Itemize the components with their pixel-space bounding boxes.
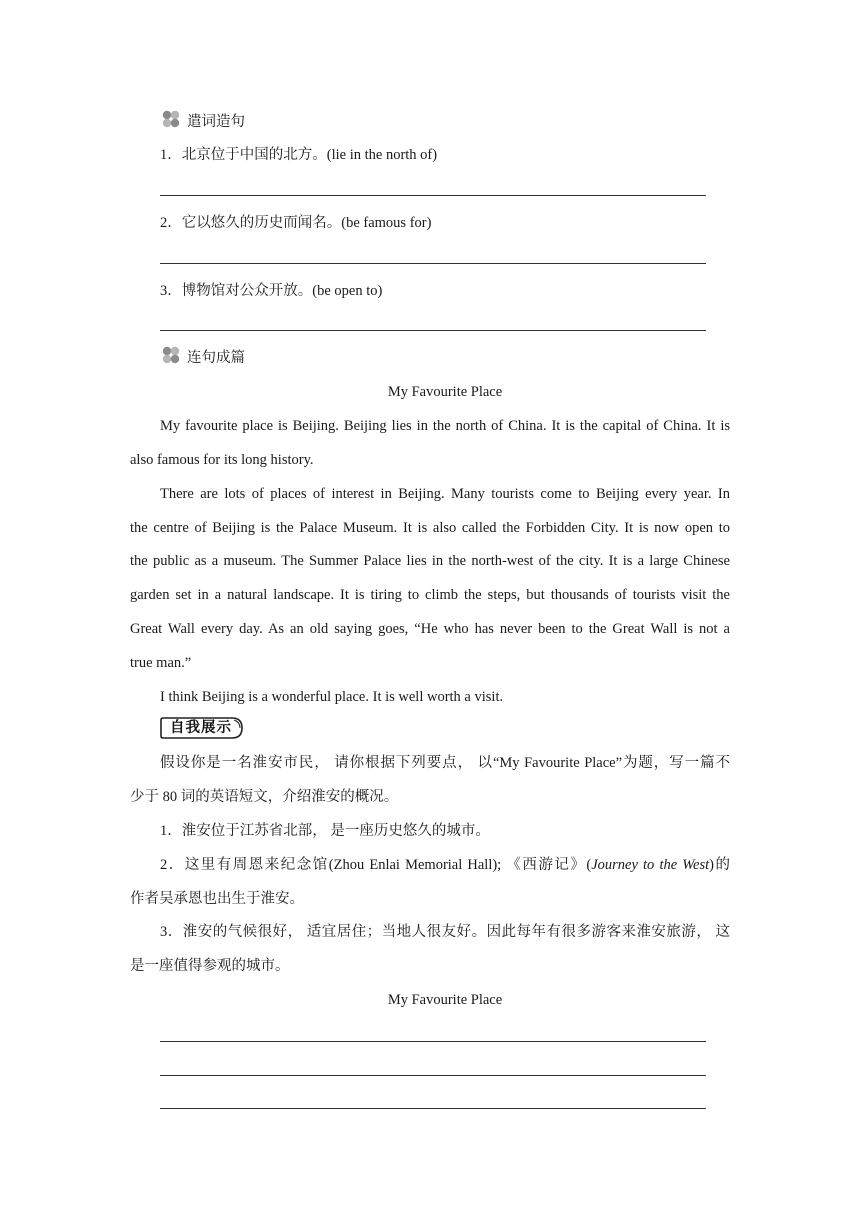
essay-para2-line6: true man.” [130,655,192,671]
essay-title: My Favourite Place [387,384,503,400]
writing-line-2[interactable] [160,1075,706,1076]
essay-para2-line3: the public as a museum. The Summer Palace lies in the north-west of the city. It is a large Chinese [130,553,730,569]
section-bullet-icon [161,110,181,128]
essay-para1-line2: also famous for its long history. [130,452,314,468]
section-title-sentence-making: 遣词造句 [187,114,245,130]
section-title-paragraph-building: 连句成篇 [187,350,245,366]
point-2-book-title: Journey to the West [591,857,710,873]
essay-para1-line1: My favourite place is Beijing. Beijing lies in the north of China. It is the capital of China. It is [160,418,730,434]
section-bullet-icon [161,346,181,364]
prompt-line2: 少于 80 词的英语短文，介绍淮安的概况。 [130,789,399,805]
prompt-line1: 假设你是一名淮安市民， 请你根据下列要点， 以“My Favourite Place”为题，写一篇不 [160,755,730,771]
exercise-item-3: 3．博物馆对公众开放。(be open to) [160,283,383,299]
essay-para2-line5: Great Wall every day. As an old saying goes, “He who has never been to the Great Wall is not a [130,621,730,637]
writing-line-1[interactable] [160,1041,706,1042]
point-2-suffix: )的 [709,857,730,873]
self-showcase-tag [160,717,244,739]
essay-para3: I think Beijing is a wonderful place. It is well worth a visit. [160,689,504,705]
point-1: 1．淮安位于江苏省北部， 是一座历史悠久的城市。 [160,823,490,839]
exercise-item-2: 2．它以悠久的历史而闻名。(be famous for) [160,215,432,231]
point-2-line1 [160,855,730,875]
essay-para2-line1: There are lots of places of interest in Beijing. Many tourists come to Beijing every year. In [160,486,730,502]
tag-label: 自我展示 [170,720,232,736]
essay-para2-line2: the centre of Beijing is the Palace Museum. It is also called the Forbidden City. It is now open to [130,520,730,536]
point-2-prefix: 2．这里有周恩来纪念馆(Zhou Enlai Memorial Hall); 《西游记》( [160,857,592,873]
answer-line-2[interactable] [160,263,706,264]
exercise-item-1: 1．北京位于中国的北方。(lie in the north of) [160,147,438,163]
answer-line-1[interactable] [160,195,706,196]
point-3-line2: 是一座值得参观的城市。 [130,958,290,974]
answer-line-3[interactable] [160,330,706,331]
point-3-line1: 3．淮安的气候很好， 适宜居住；当地人很友好。因此每年有很多游客来淮安旅游， 这 [160,924,730,940]
point-2-line2: 作者吴承恩也出生于淮安。 [130,891,304,907]
writing-title: My Favourite Place [387,992,503,1008]
writing-line-3[interactable] [160,1108,706,1109]
essay-para2-line4: garden set in a natural landscape. It is tiring to climb the steps, but thousands of tourists visit the [130,587,730,603]
